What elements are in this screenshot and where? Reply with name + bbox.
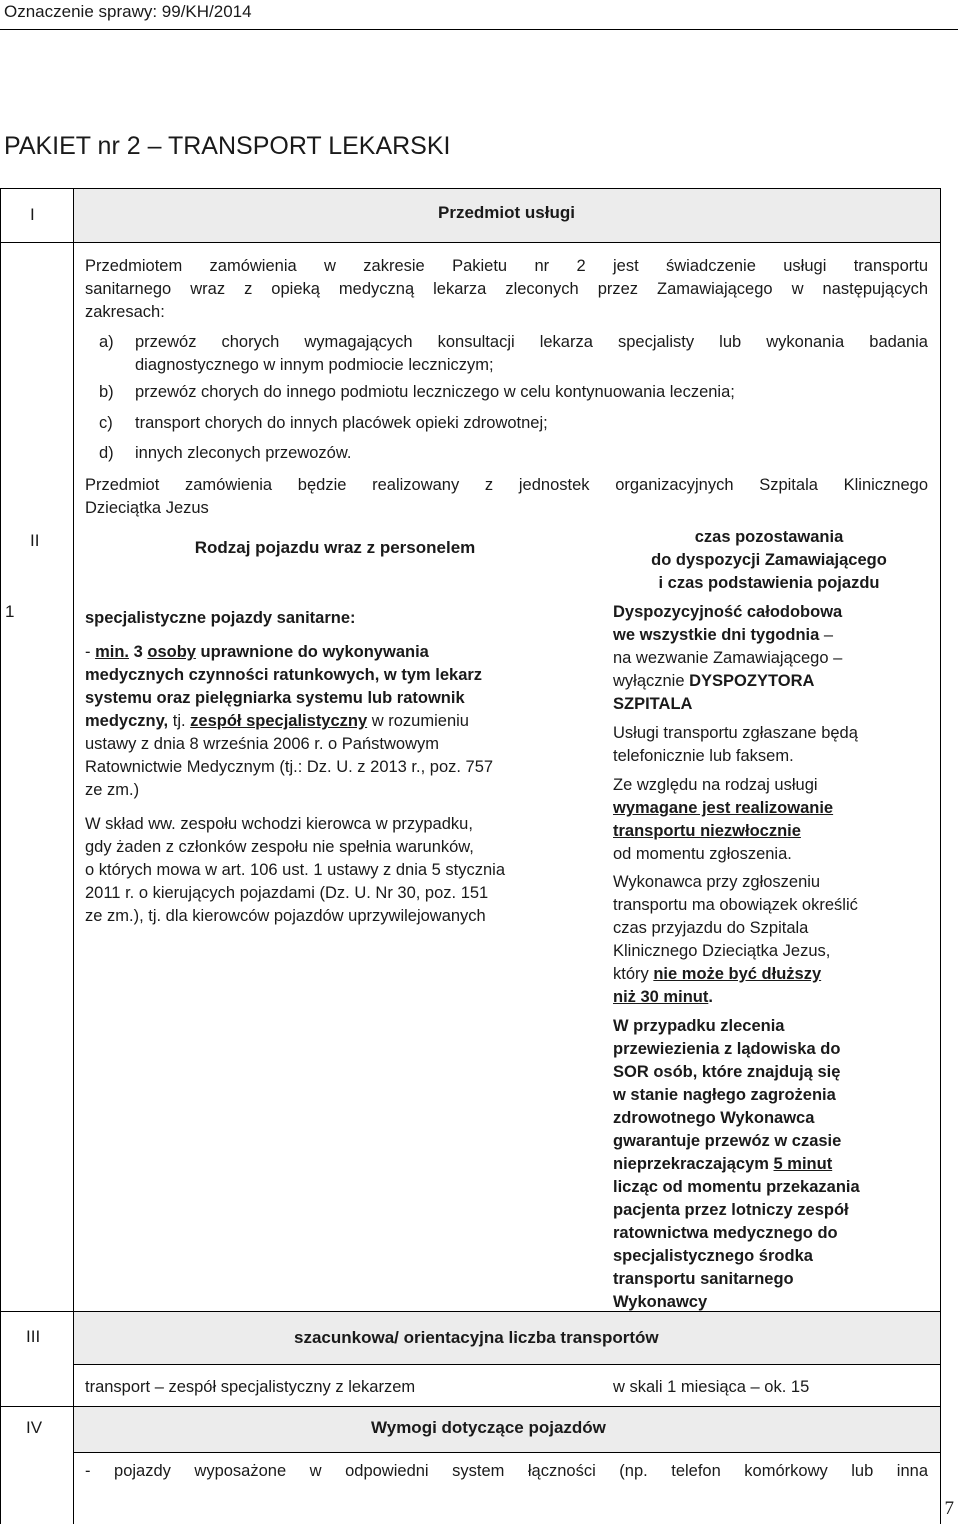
table-rule: [73, 1364, 941, 1365]
availability-line: SZPITALA: [613, 695, 693, 713]
time-column-heading: czas pozostawania: [694, 528, 844, 546]
vehicle-desc-line: medycznych czynności ratunkowych, w tym lekarz: [85, 666, 483, 684]
vehicle-desc-line: systemu oraz pielęgniarka systemu lub ratownik: [85, 689, 465, 707]
list-item-text: innych zleconych przewozów.: [135, 444, 352, 462]
vehicle-desc-line: W skład ww. zespołu wchodzi kierowca w przypadku,: [85, 815, 473, 833]
list-letter: b): [99, 383, 114, 401]
table-rule: [0, 188, 941, 189]
list-letter: d): [99, 444, 114, 462]
section3-roman: III: [26, 1327, 41, 1346]
availability-line: W przypadku zlecenia: [613, 1017, 785, 1035]
availability-line: Dyspozycyjność całodobowa: [613, 603, 843, 621]
list-letter: c): [99, 414, 113, 432]
list-item-text: przewóz chorych wymagających konsultacji lekarza specjalisty lub wykonania badania: [135, 333, 928, 351]
transport-count: w skali 1 miesiąca – ok. 15: [613, 1378, 810, 1396]
section1-heading: Przedmiot usługi: [438, 203, 575, 222]
intro-line: zakresach:: [85, 303, 165, 321]
availability-line: nieprzekraczającym 5 minut: [613, 1155, 833, 1173]
section4-heading: Wymogi dotyczące pojazdów: [371, 1418, 606, 1437]
availability-line: wymagane jest realizowanie: [613, 799, 834, 817]
header-rule: [0, 29, 958, 30]
table-rule: [73, 1452, 941, 1453]
table-rule: [0, 242, 941, 243]
availability-line: wyłącznie DYSPOZYTORA: [613, 672, 815, 690]
vehicle-desc-line: gdy żaden z członków zespołu nie spełnia warunków,: [85, 838, 474, 856]
availability-line: w stanie nagłego zagrożenia: [613, 1086, 836, 1104]
list-letter: a): [99, 333, 114, 351]
availability-line: przewiezienia z lądowiska do: [613, 1040, 841, 1058]
list-item-text: diagnostycznego w innym podmiocie leczniczym;: [135, 356, 494, 374]
time-column-heading: do dyspozycji Zamawiającego: [651, 551, 887, 569]
vehicle-desc-line: o których mowa w art. 106 ust. 1 ustawy z dnia 5 stycznia: [85, 861, 506, 879]
intro-line: Przedmiotem zamówienia w zakresie Pakietu nr 2 jest świadczenie usługi transportu: [85, 257, 928, 275]
vehicle-desc-line: Ratownictwie Medycznym (tj.: Dz. U. z 2013 r., poz. 757: [85, 758, 494, 776]
vehicle-desc-line: 2011 r. o kierujących pojazdami (Dz. U. Nr 30, poz. 151: [85, 884, 489, 902]
table-border-col: [73, 188, 74, 1524]
section1-roman: I: [30, 205, 35, 224]
availability-line: SOR osób, które znajdują się: [613, 1063, 841, 1081]
realization-line: Dzieciątka Jezus: [85, 499, 209, 517]
availability-line: telefonicznie lub faksem.: [613, 747, 794, 765]
vehicle-desc-line: ustawy z dnia 8 września 2006 r. o Państwowym: [85, 735, 440, 753]
vehicle-desc-line: ze zm.), tj. dla kierowców pojazdów uprzywilejowanych: [85, 907, 486, 925]
table-rule: [0, 1311, 941, 1312]
vehicle-desc-line: medyczny, tj. zespół specjalistyczny w rozumieniu: [85, 712, 469, 730]
time-column-heading: i czas podstawienia pojazdu: [658, 574, 880, 592]
section4-roman: IV: [26, 1418, 43, 1437]
availability-line: we wszystkie dni tygodnia –: [613, 626, 834, 644]
table-border-right: [940, 188, 941, 1524]
availability-line: transportu ma obowiązek określić: [613, 896, 858, 914]
availability-line: Klinicznego Dzieciątka Jezus,: [613, 942, 831, 960]
list-item-text: transport chorych do innych placówek opieki zdrowotnej;: [135, 414, 548, 432]
table-rule: [0, 1406, 941, 1407]
availability-line: na wezwanie Zamawiającego –: [613, 649, 843, 667]
vehicle-type-title: specjalistyczne pojazdy sanitarne:: [85, 609, 356, 627]
availability-line: Wykonawcy: [613, 1293, 708, 1311]
availability-line: który nie może być dłuższy: [613, 965, 822, 983]
availability-line: transportu niezwłocznie: [613, 822, 801, 840]
availability-line: pacjenta przez lotniczy zespół: [613, 1201, 849, 1219]
page-number: 7: [944, 1498, 954, 1519]
availability-line: transportu sanitarnego: [613, 1270, 794, 1288]
list-item-text: przewóz chorych do innego podmiotu leczniczego w celu kontynuowania leczenia;: [135, 383, 735, 401]
availability-line: zdrowotnego Wykonawca: [613, 1109, 815, 1127]
availability-line: ratownictwa medycznego do: [613, 1224, 838, 1242]
availability-line: Ze względu na rodzaj usługi: [613, 776, 818, 794]
vehicle-desc-line: ze zm.): [85, 781, 140, 799]
vehicle-column-heading: Rodzaj pojazdu wraz z personelem: [194, 538, 476, 557]
page-title: PAKIET nr 2 – TRANSPORT LEKARSKI: [4, 132, 451, 160]
availability-line: czas przyjazdu do Szpitala: [613, 919, 809, 937]
availability-line: od momentu zgłoszenia.: [613, 845, 792, 863]
vehicle-requirement-line: - pojazdy wyposażone w odpowiedni system łączności (np. telefon komórkowy lub inna: [85, 1462, 928, 1480]
row-number: 1: [5, 602, 15, 621]
availability-line: Wykonawca przy zgłoszeniu: [613, 873, 821, 891]
availability-line: gwarantuje przewóz w czasie: [613, 1132, 842, 1150]
vehicle-desc-line: - min. 3 osoby uprawnione do wykonywania: [85, 643, 429, 661]
transport-type: transport – zespół specjalistyczny z lekarzem: [85, 1378, 416, 1396]
availability-line: niż 30 minut.: [613, 988, 713, 1006]
availability-line: licząc od momentu przekazania: [613, 1178, 860, 1196]
section2-roman: II: [30, 531, 40, 550]
availability-line: Usługi transportu zgłaszane będą: [613, 724, 858, 742]
availability-line: specjalistycznego środka: [613, 1247, 813, 1265]
case-number: Oznaczenie sprawy: 99/KH/2014: [4, 2, 252, 21]
table-border-left: [0, 188, 1, 1524]
realization-line: Przedmiot zamówienia będzie realizowany z jednostek organizacyjnych Szpitala Klinicznego: [85, 476, 928, 494]
section3-heading: szacunkowa/ orientacyjna liczba transportów: [294, 1328, 659, 1347]
intro-line: sanitarnego wraz z opieką medyczną lekarza zleconych przez Zamawiającego w następujących: [85, 280, 928, 298]
